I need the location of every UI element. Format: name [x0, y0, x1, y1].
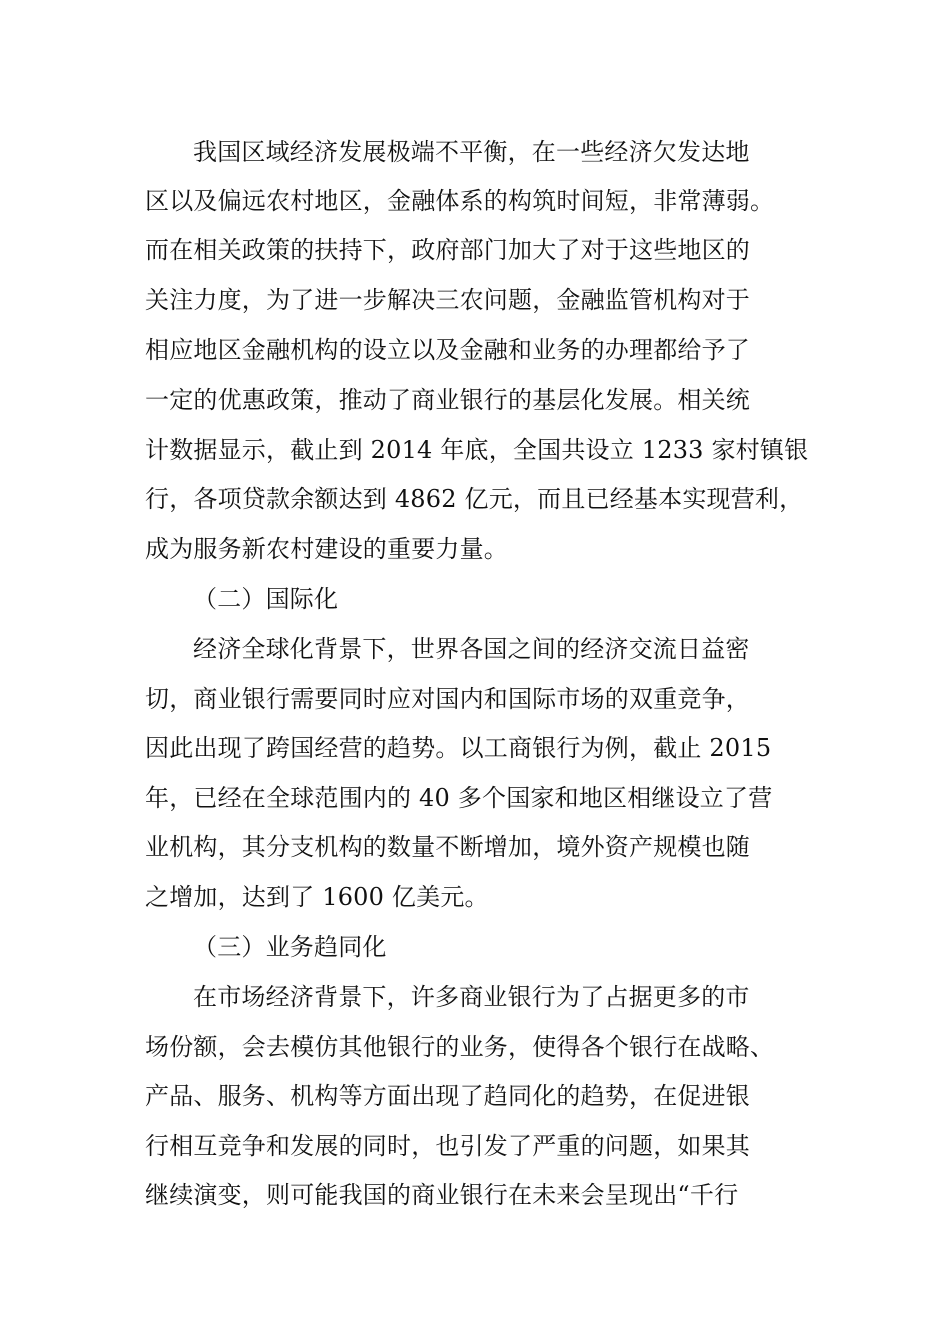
text-line: 关注力度，为了进一步解决三农问题，金融监管机构对于	[145, 286, 750, 314]
text-line: 年，已经在全球范围内的 40 多个国家和地区相继设立了营	[145, 784, 773, 812]
text-line: 相应地区金融机构的设立以及金融和业务的办理都给予了	[145, 336, 750, 364]
text-line: 之增加，达到了 1600 亿美元。	[145, 883, 489, 911]
text-line: 经济全球化背景下，世界各国之间的经济交流日益密	[193, 635, 750, 663]
text-line: 切，商业银行需要同时应对国内和国际市场的双重竞争，	[145, 685, 750, 713]
section-heading-internationalization: （二）国际化	[193, 585, 339, 613]
text-line: 一定的优惠政策，推动了商业银行的基层化发展。相关统	[145, 386, 750, 414]
text-line: 在市场经济背景下，许多商业银行为了占据更多的市	[193, 983, 750, 1011]
text-line: 产品、服务、机构等方面出现了趋同化的趋势，在促进银	[145, 1082, 750, 1110]
text-line: 成为服务新农村建设的重要力量。	[145, 535, 508, 563]
text-line: 我国区域经济发展极端不平衡，在一些经济欠发达地	[193, 138, 750, 166]
text-line: 计数据显示，截止到 2014 年底，全国共设立 1233 家村镇银	[145, 436, 809, 464]
text-line: 行，各项贷款余额达到 4862 亿元，而且已经基本实现营利，	[145, 485, 804, 513]
text-line: 而在相关政策的扶持下，政府部门加大了对于这些地区的	[145, 236, 750, 264]
text-line: 场份额，会去模仿其他银行的业务，使得各个银行在战略、	[145, 1033, 775, 1061]
text-line: 行相互竞争和发展的同时，也引发了严重的问题，如果其	[145, 1132, 750, 1160]
section-heading-business-homogenization: （三）业务趋同化	[193, 933, 387, 961]
text-line: 因此出现了跨国经营的趋势。以工商银行为例，截止 2015	[145, 734, 772, 762]
text-line: 区以及偏远农村地区，金融体系的构筑时间短，非常薄弱。	[145, 187, 775, 215]
text-line: 继续演变，则可能我国的商业银行在未来会呈现出“千行	[145, 1181, 739, 1209]
text-line: 业机构，其分支机构的数量不断增加，境外资产规模也随	[145, 833, 750, 861]
